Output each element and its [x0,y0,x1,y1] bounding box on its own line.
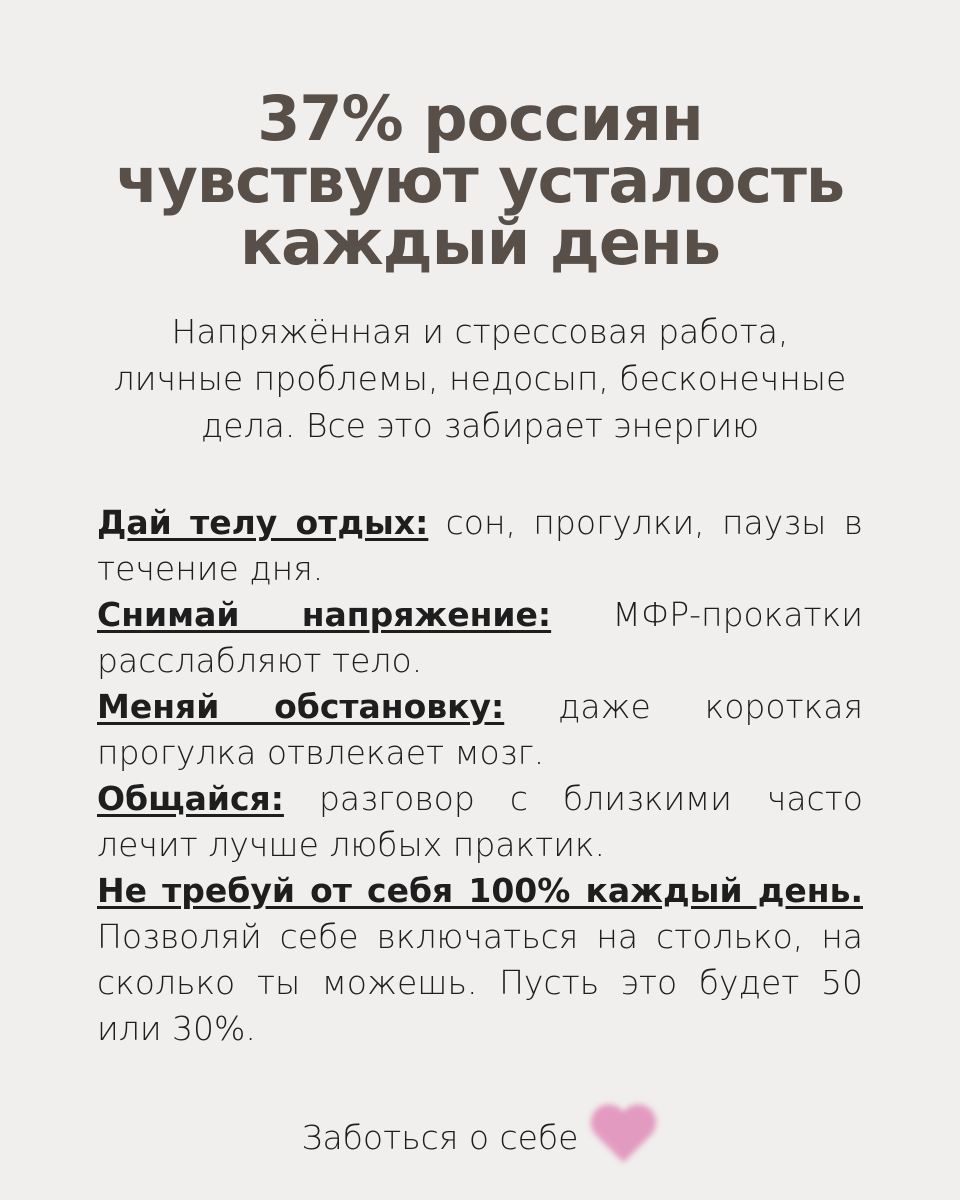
tip-item [97,592,863,684]
tip-text: даже короткая прогулка отвлекает мозг. [97,687,863,772]
tip-heading: Дай телу отдых: [97,503,429,542]
tip-heading: Меняй обстановку: [97,687,505,726]
page-title [0,82,960,279]
footer [0,1106,960,1170]
tip-item [97,868,863,1052]
tip-text: разговор с близкими часто лечит лучше любых практик. [97,779,863,864]
tip-text: МФР-прокатки расслабляют тело. [97,595,863,680]
tip-heading: Не требуй от себя 100% каждый день. [97,871,863,910]
tip-text: сон, прогулки, паузы в течение дня. [97,503,863,588]
tip-heading: Общайся: [97,779,284,818]
intro-text: Напряжённая и стрессовая работа, личные проблемы, недосып, бесконечные дела. Все это забирает энергию [113,312,847,445]
heart-icon [588,1106,658,1170]
footer-text: Заботься о себе [301,1118,579,1157]
tip-item [97,684,863,776]
tip-text: Позволяй себе включаться на столько, на сколько ты можешь. Пусть это будет 50 или 30%. [97,917,863,1048]
title-line: 37% россиян [257,82,703,155]
tips-list [97,500,863,1052]
title-line: каждый день [240,206,720,279]
tip-item [97,776,863,868]
title-line: чувствуют усталость [115,144,845,217]
tip-heading: Снимай напряжение: [97,595,552,634]
tip-item [97,500,863,592]
